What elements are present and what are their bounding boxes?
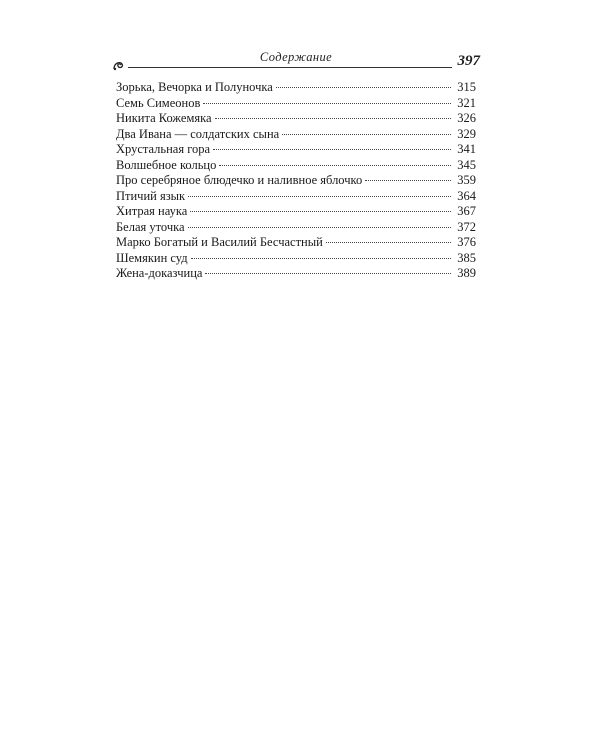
toc-entry — [116, 111, 476, 127]
toc-entry-title: Никита Кожемяка — [116, 111, 212, 125]
toc-entry-page: 372 — [457, 219, 476, 234]
toc-entry-title: Хитрая наука — [116, 204, 188, 218]
toc-entry-page: 321 — [457, 95, 476, 110]
toc-dot-leader — [365, 180, 451, 181]
toc-entry — [116, 80, 476, 96]
toc-entry — [116, 266, 476, 282]
toc-entry-title: Семь Симеонов — [116, 95, 201, 110]
toc-entry-page: 341 — [457, 142, 476, 156]
toc-entry-page: 359 — [457, 173, 476, 187]
toc-dot-leader — [188, 196, 451, 197]
toc-entry-title: Белая уточка — [116, 219, 185, 234]
toc-dot-leader — [219, 165, 451, 166]
toc-entry-title: Зорька, Вечорка и Полуночка — [116, 80, 273, 94]
toc-dot-leader — [188, 227, 451, 228]
toc-entry-title: Хрустальная гора — [116, 142, 211, 156]
toc-entry-page: 326 — [457, 111, 476, 125]
toc-dot-leader — [203, 103, 451, 104]
toc-dot-leader — [276, 87, 451, 88]
toc-entry — [116, 127, 476, 143]
toc-entry-page: 376 — [457, 235, 476, 249]
toc-entry-title: Про серебряное блюдечко и наливное яблочко — [116, 173, 363, 187]
toc-entry — [116, 204, 476, 220]
toc-entry — [116, 220, 476, 236]
toc-entry — [116, 173, 476, 189]
toc-dot-leader — [213, 149, 451, 150]
toc-entry-title: Жена-доказчица — [116, 266, 203, 280]
toc-entry-page: 364 — [457, 188, 476, 203]
toc-entry — [116, 158, 476, 174]
toc-entry-title: Два Ивана — солдатских сына — [116, 126, 280, 141]
header-rule — [128, 67, 452, 68]
toc-entry-title: Шемякин суд — [116, 250, 188, 265]
toc-entry-page: 385 — [457, 250, 476, 265]
toc-entry-page: 315 — [457, 80, 476, 94]
toc-dot-leader — [205, 273, 451, 274]
toc-entry — [116, 251, 476, 267]
toc-dot-leader — [326, 242, 451, 243]
toc-entry — [116, 96, 476, 112]
toc-entry — [116, 142, 476, 158]
running-header-title: Содержание — [259, 50, 333, 64]
toc-entry-page: 345 — [457, 157, 476, 172]
toc-dot-leader — [215, 118, 451, 119]
toc-dot-leader — [282, 134, 451, 135]
page-number: 397 — [457, 53, 480, 69]
table-of-contents — [116, 80, 476, 282]
toc-entry — [116, 235, 476, 251]
toc-dot-leader — [191, 258, 451, 259]
toc-entry-title: Марко Богатый и Василий Бесчастный — [116, 235, 323, 249]
toc-entry-title: Птичий язык — [116, 188, 186, 203]
running-header — [112, 44, 480, 74]
toc-entry — [116, 189, 476, 205]
toc-entry-page: 367 — [457, 204, 476, 218]
toc-entry-title: Волшебное кольцо — [116, 157, 217, 172]
toc-dot-leader — [190, 211, 451, 212]
toc-entry-page: 329 — [457, 126, 476, 141]
toc-entry-page: 389 — [457, 266, 476, 280]
